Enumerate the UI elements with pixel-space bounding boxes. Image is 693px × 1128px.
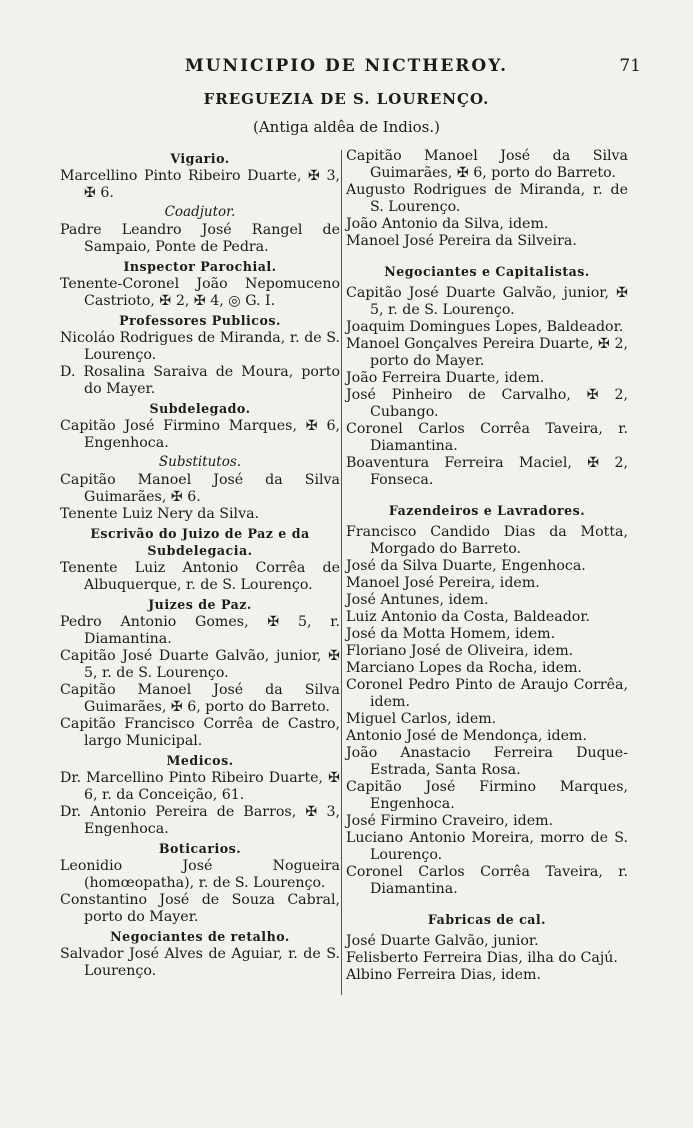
directory-entry: João Antonio da Silva, idem. xyxy=(346,216,549,232)
section-heading: Inspector Parochial. xyxy=(123,259,277,274)
directory-entry: Leonidio José Nogueira (homœopatha), r. de S. Lourenço. xyxy=(60,858,340,891)
parish-subtitle: (Antiga aldêa de Indios.) xyxy=(253,118,440,136)
section-heading: Juizes de Paz. xyxy=(148,597,252,612)
section-heading: Vigario. xyxy=(170,151,230,166)
directory-entry: Tenente Luiz Nery da Silva. xyxy=(60,506,260,522)
parish-title: FREGUEZIA DE S. LOURENÇO. xyxy=(203,90,490,108)
directory-entry: Coronel Carlos Corrêa Taveira, r. Diamantina. xyxy=(346,864,628,897)
directory-entry: Floriano José de Oliveira, idem. xyxy=(346,643,574,659)
directory-entry: Capitão José Firmino Marques, Engenhoca. xyxy=(346,779,628,812)
directory-entry: Albino Ferreira Dias, idem. xyxy=(346,967,541,983)
directory-entry: Tenente-Coronel João Nepomuceno Castrioto, ✠ 2, ✠ 4, ◎ G. I. xyxy=(60,276,340,309)
directory-entry: Manoel José Pereira da Silveira. xyxy=(346,233,577,249)
directory-entry: Manoel José Pereira, idem. xyxy=(346,575,540,591)
directory-entry: Boaventura Ferreira Maciel, ✠ 2, Fonseca. xyxy=(346,455,628,488)
section-heading: Fazendeiros e Lavradores. xyxy=(388,503,586,518)
directory-entry: Joaquim Domingues Lopes, Baldeador. xyxy=(346,319,624,335)
directory-entry: Augusto Rodrigues de Miranda, r. de S. Lourenço. xyxy=(346,182,628,215)
section-heading: Substitutos. xyxy=(158,454,242,470)
directory-entry: Capitão José Duarte Galvão, junior, ✠ 5, r. de S. Lourenço. xyxy=(346,285,628,318)
section-heading: Negociantes de retalho. xyxy=(110,929,290,944)
directory-entry: Marcellino Pinto Ribeiro Duarte, ✠ 3, ✠ 6. xyxy=(60,168,340,201)
directory-entry: Antonio José de Mendonça, idem. xyxy=(346,728,587,744)
section-heading: Escrivão do Juizo de Paz e da Subdelegacia. xyxy=(90,526,310,558)
directory-entry: D. Rosalina Saraiva de Moura, porto do Mayer. xyxy=(60,364,340,397)
directory-entry: Dr. Antonio Pereira de Barros, ✠ 3, Engenhoca. xyxy=(60,804,340,837)
section-heading: Medicos. xyxy=(166,753,234,768)
directory-entry: Marciano Lopes da Rocha, idem. xyxy=(346,660,582,676)
directory-entry: João Ferreira Duarte, idem. xyxy=(346,370,545,386)
directory-entry: Miguel Carlos, idem. xyxy=(346,711,497,727)
section-heading: Professores Publicos. xyxy=(119,313,281,328)
directory-entry: Capitão Manoel José da Silva Guimarães, ✠ 6, porto do Barreto. xyxy=(60,682,340,715)
right-column xyxy=(346,148,628,984)
directory-entry: João Anastacio Ferreira Duque-Estrada, Santa Rosa. xyxy=(346,745,628,778)
section-heading: Fabricas de cal. xyxy=(427,912,547,927)
running-title: MUNICIPIO DE NICTHEROY. xyxy=(184,56,509,76)
directory-entry: Coronel Carlos Corrêa Taveira, r. Diamantina. xyxy=(346,421,628,454)
directory-entry: Salvador José Alves de Aguiar, r. de S. Lourenço. xyxy=(60,946,340,979)
directory-entry: José Antunes, idem. xyxy=(346,592,489,608)
directory-entry: Padre Leandro José Rangel de Sampaio, Ponte de Pedra. xyxy=(60,222,340,255)
directory-entry: José Firmino Craveiro, idem. xyxy=(346,813,554,829)
directory-entry: Luciano Antonio Moreira, morro de S. Lourenço. xyxy=(346,830,628,863)
section-heading: Negociantes e Capitalistas. xyxy=(384,264,590,279)
directory-entry: Capitão José Duarte Galvão, junior, ✠ 5, r. de S. Lourenço. xyxy=(60,648,340,681)
directory-entry: Luiz Antonio da Costa, Baldeador. xyxy=(346,609,591,625)
section-heading: Boticarios. xyxy=(158,841,242,856)
directory-entry: Coronel Pedro Pinto de Araujo Corrêa, idem. xyxy=(346,677,628,710)
directory-entry: Pedro Antonio Gomes, ✠ 5, r. Diamantina. xyxy=(60,614,340,647)
left-column xyxy=(60,148,340,980)
running-head xyxy=(0,56,693,80)
directory-entry: Nicoláo Rodrigues de Miranda, r. de S. Lourenço. xyxy=(60,330,340,363)
directory-entry: José Pinheiro de Carvalho, ✠ 2, Cubango. xyxy=(346,387,628,420)
directory-entry: Dr. Marcellino Pinto Ribeiro Duarte, ✠ 6, r. da Conceição, 61. xyxy=(60,770,340,803)
directory-entry: Constantino José de Souza Cabral, porto do Mayer. xyxy=(60,892,340,925)
section-heading: Coadjutor. xyxy=(164,204,236,220)
directory-entry: José Duarte Galvão, junior. xyxy=(346,933,539,949)
page-number: 71 xyxy=(619,56,641,76)
column-divider xyxy=(341,150,342,995)
directory-entry: Tenente Luiz Antonio Corrêa de Albuquerque, r. de S. Lourenço. xyxy=(60,560,340,593)
directory-entry: José da Motta Homem, idem. xyxy=(346,626,556,642)
directory-entry: Capitão Manoel José da Silva Guimarães, ✠ 6, porto do Barreto. xyxy=(346,148,628,181)
section-heading: Subdelegado. xyxy=(149,401,251,416)
directory-entry: Felisberto Ferreira Dias, ilha do Cajú. xyxy=(346,950,618,966)
directory-entry: Capitão José Firmino Marques, ✠ 6, Engenhoca. xyxy=(60,418,340,451)
directory-entry: Manoel Gonçalves Pereira Duarte, ✠ 2, porto do Mayer. xyxy=(346,336,628,369)
directory-entry: Francisco Candido Dias da Motta, Morgado do Barreto. xyxy=(346,524,628,557)
directory-entry: José da Silva Duarte, Engenhoca. xyxy=(346,558,586,574)
directory-entry: Capitão Francisco Corrêa de Castro, largo Municipal. xyxy=(60,716,340,749)
directory-entry: Capitão Manoel José da Silva Guimarães, ✠ 6. xyxy=(60,472,340,505)
